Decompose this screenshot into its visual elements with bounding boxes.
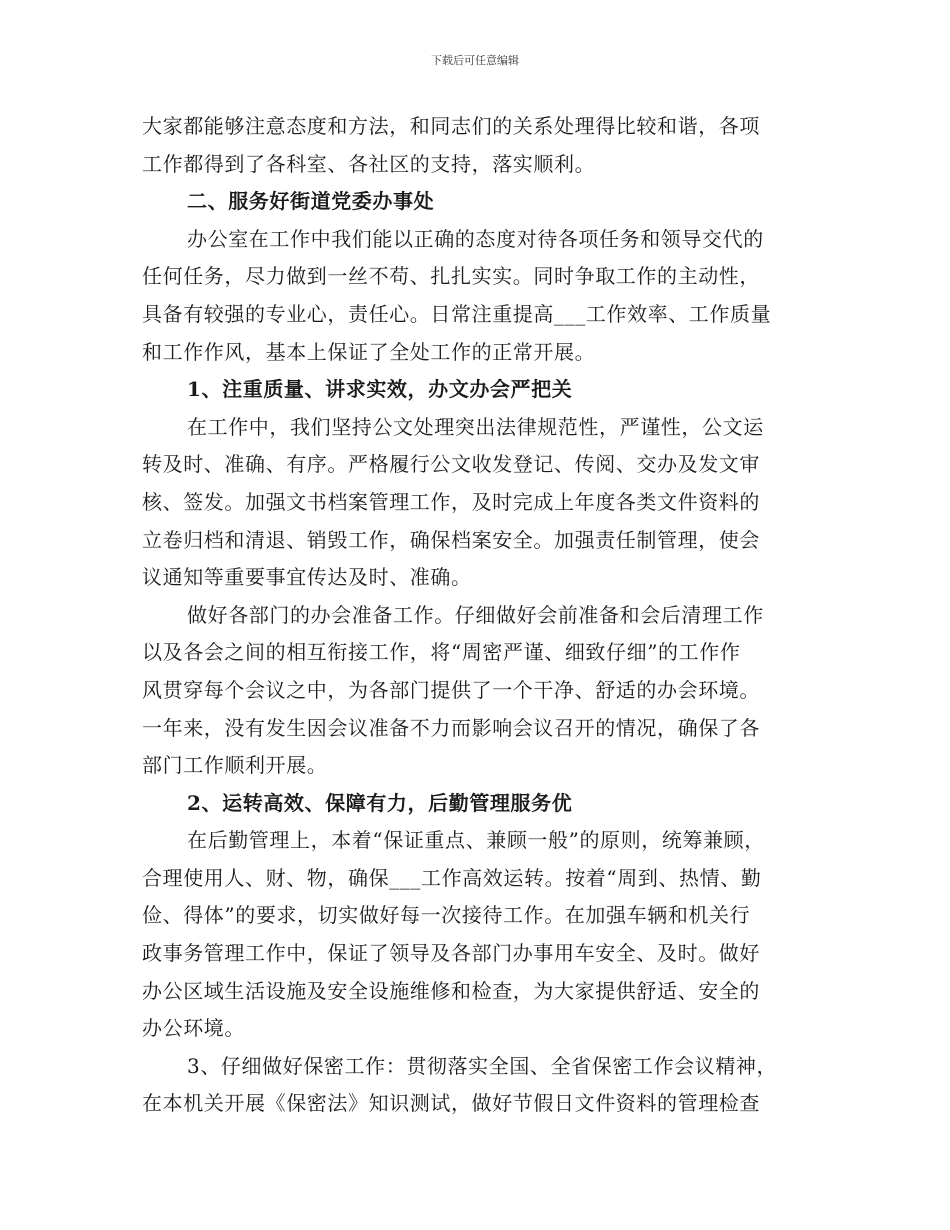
paragraph-line: 转及时、准确、有序。严格履行公文收发登记、传阅、交办及发文审: [142, 452, 760, 477]
paragraph-line: 核、签发。加强文书档案管理工作，及时完成上年度各类文件资料的: [142, 489, 760, 514]
document-body: [142, 108, 807, 1123]
paragraph-line: 合理使用人、财、物，确保___工作高效运转。按着“周到、热情、勤: [142, 865, 762, 890]
paragraph-line: 3、仔细做好保密工作：贯彻落实全国、全省保密工作会议精神，: [187, 1053, 778, 1078]
paragraph-line: 风贯穿每个会议之中，为各部门提供了一个干净、舒适的办会环境。: [142, 677, 760, 702]
paragraph-line: 在后勤管理上，本着“保证重点、兼顾一般”的原则，统筹兼顾，: [187, 828, 765, 853]
paragraph-line: 做好各部门的办会准备工作。仔细做好会前准备和会后清理工作: [187, 602, 764, 627]
paragraph-line: 以及各会之间的相互衔接工作，将“周密严谨、细致仔细”的工作作: [142, 640, 741, 665]
paragraph-line: 在工作中，我们坚持公文处理突出法律规范性，严谨性，公文运: [187, 414, 764, 439]
paragraph-line: 在本机关开展《保密法》知识测试，做好节假日文件资料的管理检查: [142, 1091, 760, 1116]
page-header: 下载后可任意编辑: [431, 54, 519, 67]
paragraph-line: 工作都得到了各科室、各社区的支持，落实顺利。: [142, 151, 596, 176]
paragraph-line: 议通知等重要事宜传达及时、准确。: [142, 565, 472, 590]
subsection-heading: 2、运转高效、保障有力，后勤管理服务优: [187, 790, 573, 815]
paragraph-line: 大家都能够注意态度和方法，和同志们的关系处理得比较和谐，各项: [142, 114, 760, 138]
paragraph-line: 办公室在工作中我们能以正确的态度对待各项任务和领导交代的: [187, 226, 764, 251]
paragraph-line: 俭、得体”的要求，切实做好每一次接待工作。在加强车辆和机关行: [142, 903, 751, 928]
subsection-heading: 1、注重质量、讲求实效，办文办会严把关: [187, 377, 573, 402]
paragraph-line: 一年来，没有发生因会议准备不力而影响会议召开的情况，确保了各: [142, 715, 760, 740]
paragraph-line: 任何任务，尽力做到一丝不苟、扎扎实实。同时争取工作的主动性，: [142, 264, 760, 289]
paragraph-line: 政事务管理工作中，保证了领导及各部门办事用车安全、及时。做好: [142, 941, 760, 966]
section-heading: 二、服务好街道党委办事处: [187, 189, 435, 214]
paragraph-line: 和工作作风，基本上保证了全处工作的正常开展。: [142, 339, 596, 364]
paragraph-line: 具备有较强的专业心，责任心。日常注重提高___工作效率、工作质量: [142, 301, 772, 326]
paragraph-line: 办公环境。: [142, 1016, 245, 1041]
paragraph-line: 办公区域生活设施及安全设施维修和检查，为大家提供舒适、安全的: [142, 978, 760, 1003]
paragraph-line: 部门工作顺利开展。: [142, 753, 328, 778]
paragraph-line: 立卷归档和清退、销毁工作，确保档案安全。加强责任制管理，使会: [142, 527, 760, 552]
